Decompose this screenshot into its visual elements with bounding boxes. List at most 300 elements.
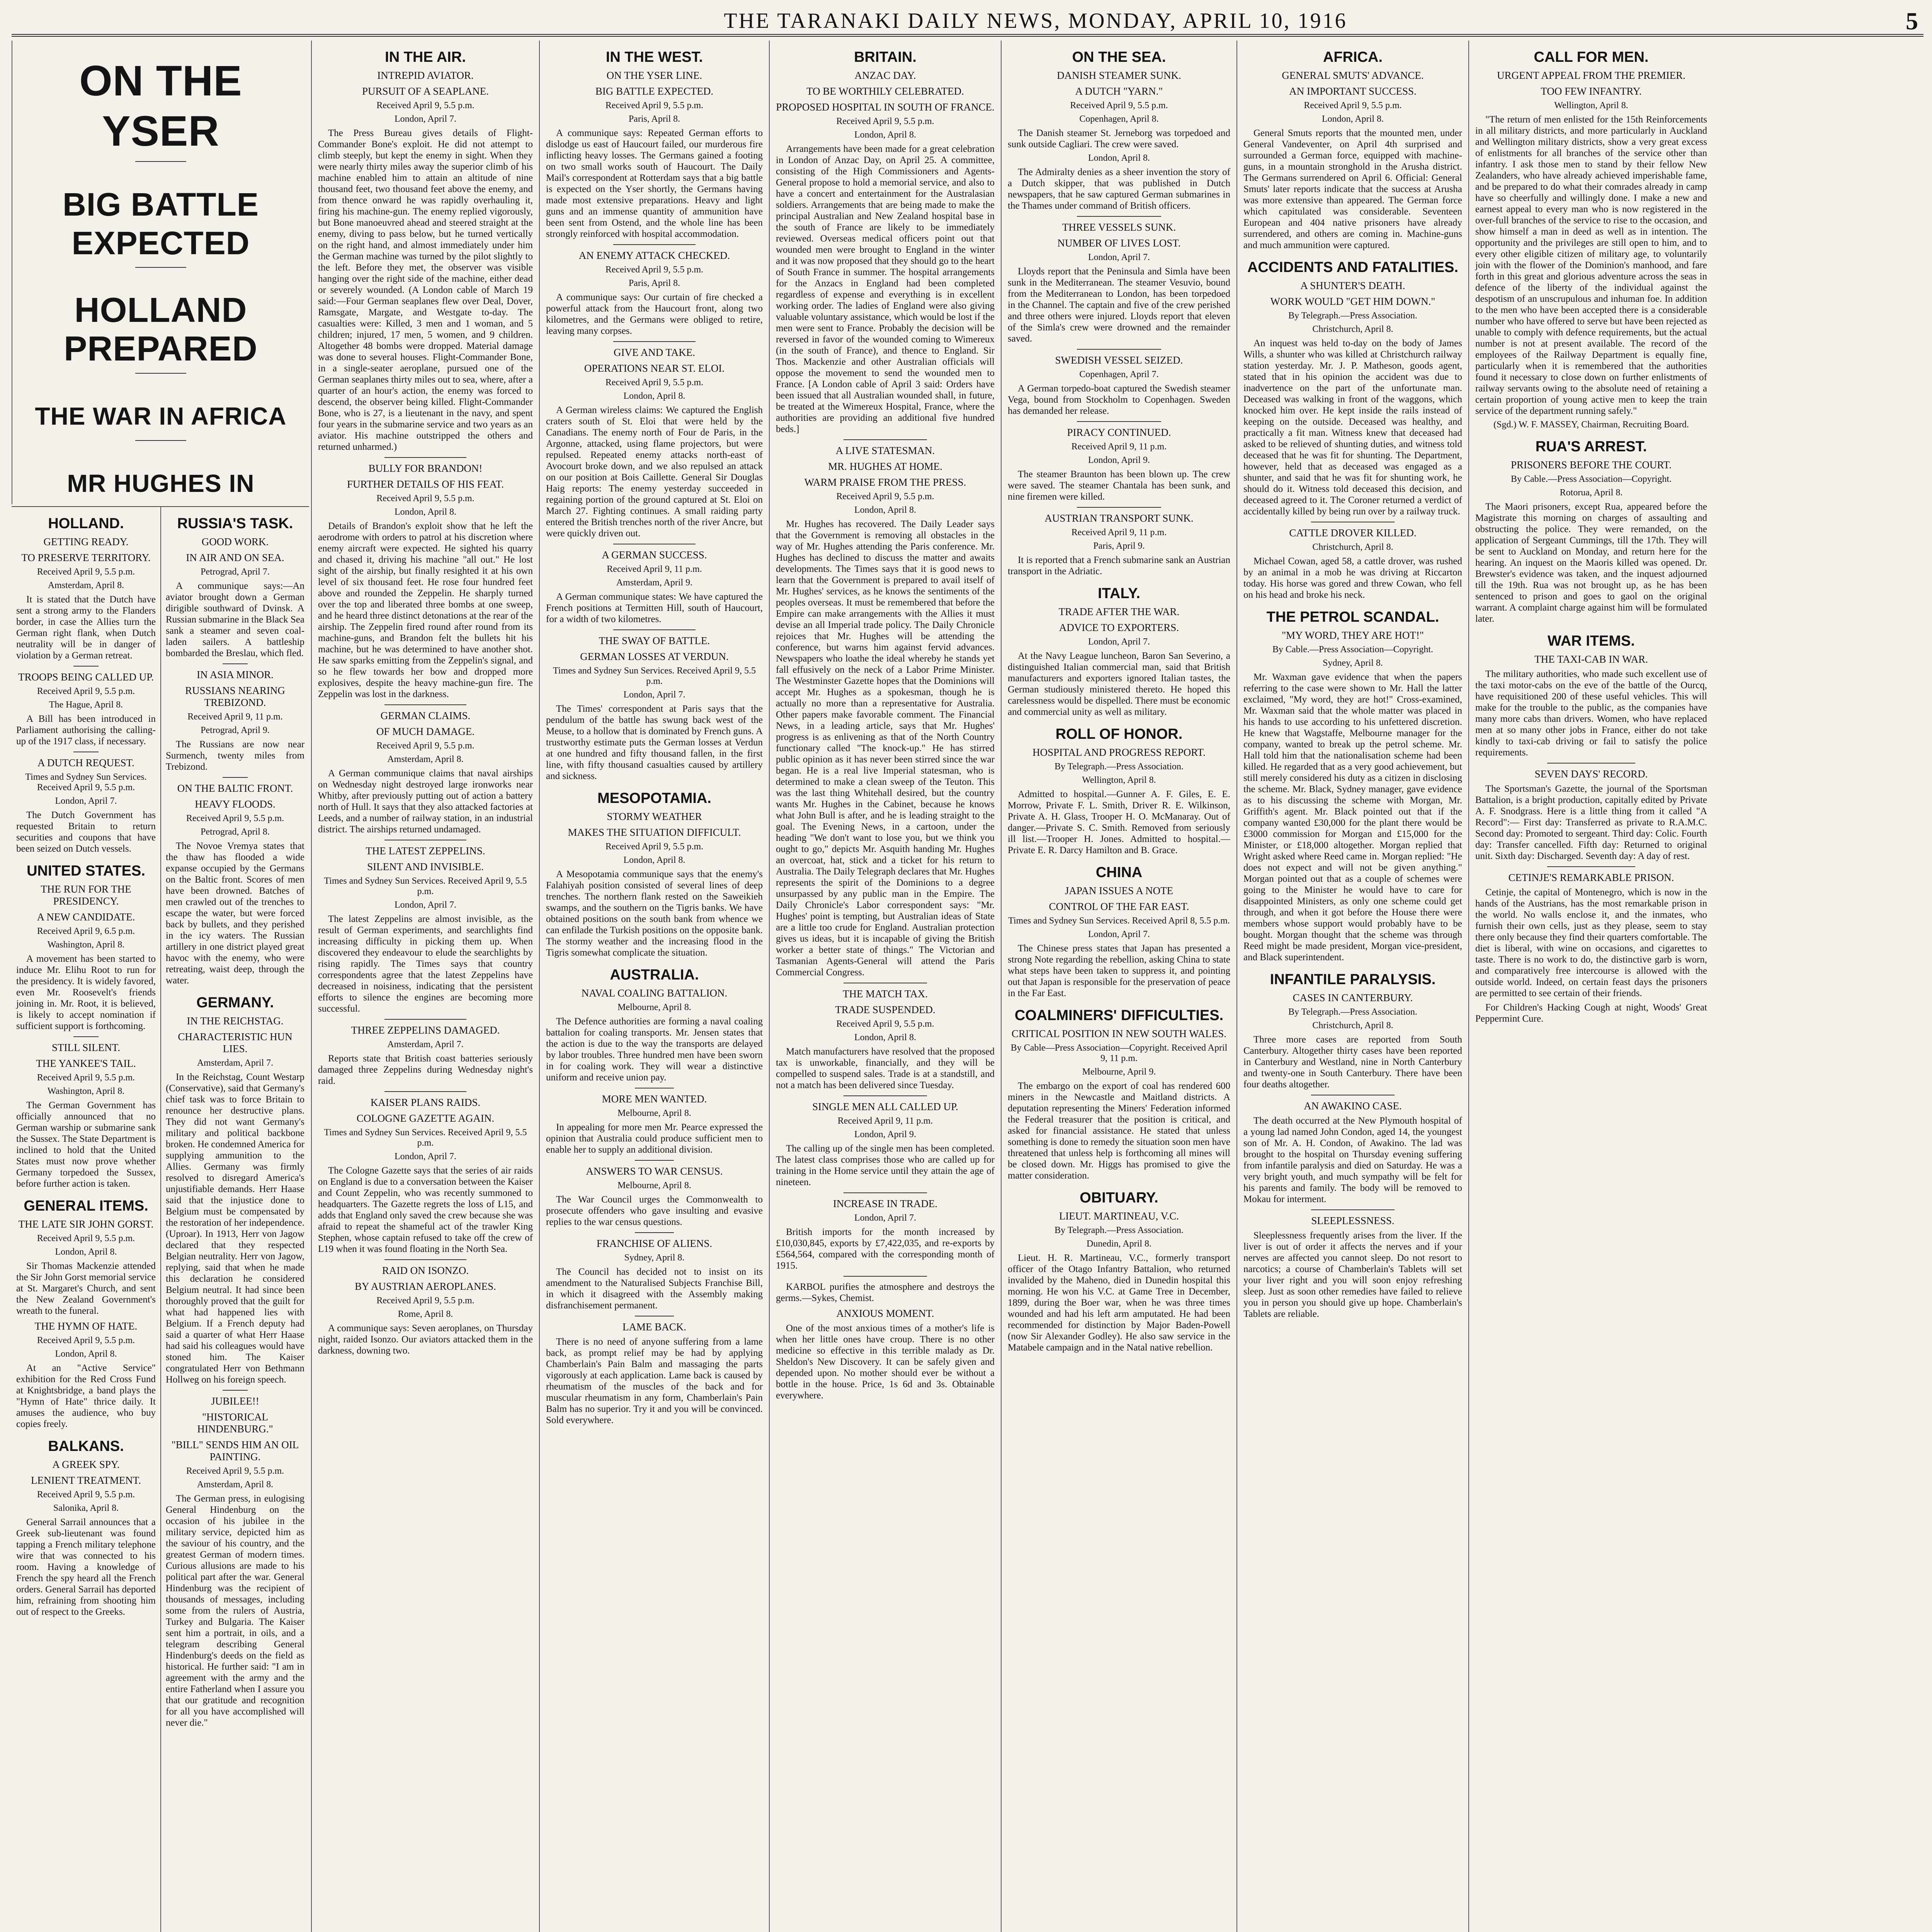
dateline: Paris, April 8. — [628, 278, 680, 288]
article — [166, 1395, 304, 1728]
signature-line: (Sgd.) W. F. MASSEY, Chairman, Recruiting Board. — [1493, 420, 1689, 430]
article-body: A communique says: Repeated German efforts to dislodge us east of Haucourt failed, our murderous fire inflicting heavy losses. The Germans gained a footing on two small works south of Haucourt. The Daily Mail's correspondent at Rotterdam says that a big battle is expected on the Yser shortly, the Germans having made most extensive preparations. Heavy and light guns and an immense quantity of ammunition have been sent from Ostend, and the whole line has been strongly reinforced with hospital accommodation. — [546, 128, 763, 239]
article — [776, 988, 995, 1091]
article-body: The Cologne Gazette says that the series of air raids on England is due to a conversation between the Kaiser and Count Zeppelin, who was recently summoned to headquarters. The Gazette regrets the loss of L15, and adds that England only saved the crew because she was afraid to repeat the shameful act of the trawler King Stephen, whose captain refused to take off the crew of L19 when it was found floating in the North Sea. — [318, 1165, 533, 1254]
article-subhead: MR. HUGHES AT HOME. — [828, 461, 942, 472]
article — [546, 1238, 763, 1311]
section-heading: CALL FOR MEN. — [1534, 49, 1649, 65]
dateline: Paris, April 9. — [1093, 541, 1145, 551]
article-subhead: PRISONERS BEFORE THE COURT. — [1511, 459, 1672, 471]
article — [546, 811, 763, 958]
article-body: The Danish steamer St. Jerneborg was torpedoed and sunk outside Cagliari. The crew were saved. — [1008, 128, 1230, 150]
article-body: The Chinese press states that Japan has presented a strong Note regarding the rebellion, asking China to state what steps have been taken to suppress it, and pointing out that Japan is responsible for the preservation of peace in the Far East. — [1008, 943, 1230, 998]
article-body: Lloyds report that the Peninsula and Simla have been sunk in the Mediterranean. The steamer Vesuvio, bound from the Mediterranean to London, has been torpedoed in the Channel. The captain and five of the crew perished and three others were injured. Lloyds report that eleven of the Simla's crew were drowned and the remainder saved. — [1008, 266, 1230, 344]
article — [16, 1042, 156, 1189]
section-heading: BRITAIN. — [854, 49, 917, 65]
article-subhead: GOOD WORK. — [201, 536, 269, 548]
section-heading: COALMINERS' DIFFICULTIES. — [1014, 1007, 1224, 1024]
received-line: Received April 9, 11 p.m. — [837, 1116, 933, 1126]
article-body: For Children's Hacking Cough at night, Woods' Great Peppermint Cure. — [1475, 1002, 1707, 1024]
article-subhead: TO PRESERVE TERRITORY. — [21, 552, 151, 563]
article-subhead: AUSTRIAN TRANSPORT SUNK. — [1044, 512, 1194, 524]
divider — [223, 1390, 248, 1391]
article-body: Mr. Hughes has recovered. The Daily Leader says that the Government is removing all obstacles in the way of Mr. Hughes attending the Paris conference. Mr. Hughes has declined to discuss the matter and awaits developments. The Times says that it is good news to learn that the Government is prepared to avail itself of Mr. Hughes' services, as he knows the sentiments of the peoples overseas. It must be remembered that before the Empire can make arrangements with the Allies it must devise an all Imperial trade policy. The Daily Chronicle rejoices that Mr. Hughes will be attending the conference, but warns him against fervid advances. Newspapers who loathe the ideal whereby he stands yet fall effusively on the neck of a Labor Prime Minister. The Westminster Gazette hopes that the Dominions will accept Mr. Hughes as a spokesman, though he is actually no more than a representative for Australia. Other papers make favorable comment. The Financial News, in a leading article, says that Mr. Hughes' progress is as enlivening as that of the North Country functionary called "The knock-up." He has stirred public opinion as it has never been stirred since the war began. He is a real live Imperial statesman, who is determined to make a clean sweep of the Teuton. This was the last thing Whitehall desired, but the country wants Mr. Hughes in the Cabinet, because he knows what John Bull is after, and he is leading straight to the goal. The Evening News, in a cartoon, under the heading "We don't want to lose you, but we think you ought to go," depicts Mr. Asquith handing Mr. Hughes an overcoat, hat, stick and a ticket for his return to Australia. The Daily Telegraph declares that Mr. Hughes represents the spirit of the Dominions to a degree unsurpassed by any public man in the Empire. The Daily Chronicle's Labor correspondent says: "Mr. Hughes' point is tempting, but Australian ideas of State are a little too crude for England. Australian protection gives us ideas, but it is incapable of giving the British worker a better state of things." The Victorian and Tasmanian Agents-General will attend the Paris Commercial Congress. — [776, 519, 995, 978]
article — [1243, 992, 1462, 1090]
article-body: There is no need of anyone suffering from a lame back, as prompt relief may be had by applying Chamberlain's Pain Balm and massaging the parts vigorously at each application. Lame back is caused by rheumatism of the muscles of the back and for muscular rheumatism in any form, Chamberlain's Pain Balm has no superior. Try it and you will be convinced. Sold everywhere. — [546, 1337, 763, 1425]
divider — [223, 777, 248, 778]
article-body: The German press, in eulogising General Hindenburg on the occasion of his jubilee in the military service, depicted him as the saviour of his country, and the greatest German of modern times. Curious allusions are made to his political part after the war. General Hindenburg was the recipient of thousands of messages, including some from the rulers of Austria, Turkey and Bulgaria. The Kaiser sent him a portrait, in oils, and a telegram describing General Hindenburg's deeds on the field as historical. He further said: "I am in agreement with the army and the entire Fatherland when I assure you that our gratitude and recognition for all you have accomplished will never die." — [166, 1493, 304, 1728]
section-heading: GENERAL ITEMS. — [24, 1198, 148, 1214]
article-body: A German torpedo-boat captured the Swedish steamer Vega, bound from Stockholm to Copenhagen. Sweden has demanded her release. — [1008, 383, 1230, 416]
section-heading: OBITUARY. — [1080, 1190, 1158, 1206]
section-heading: AUSTRALIA. — [610, 967, 699, 983]
section-heading: RUSSIA'S TASK. — [177, 515, 293, 532]
article — [776, 70, 995, 435]
article — [1008, 153, 1230, 211]
received-line: Received April 9, 5.5 p.m. — [605, 265, 704, 275]
article — [1008, 747, 1230, 856]
article — [546, 1321, 763, 1426]
divider — [73, 1036, 99, 1037]
masthead — [12, 7, 1923, 37]
article-body: The death occurred at the New Plymouth hospital of a young lad named John Condon, aged 14, the youngest son of Mr. A. H. Condon, of Awakino. The lad was brought to the hospital on Thursday evening suffering from infantile paralysis and died on Saturday. He was a very bright youth, and much sympathy will be felt for his parents and family. The body will be removed to Mokau for interment. — [1243, 1116, 1462, 1204]
received-line: Received April 9, 6.5 p.m. — [37, 926, 135, 936]
article-subhead: COLOGNE GAZETTE AGAIN. — [356, 1112, 495, 1124]
article — [318, 1024, 533, 1087]
article — [16, 1320, 156, 1430]
article-subhead: TOO FEW INFANTRY. — [1541, 85, 1642, 97]
article-body: At the Navy League luncheon, Baron San Severino, a distinguished Italian commercial man, said that British manufacturers and exporters ignored Italian tastes, the German studiously ministered thereto. He hoped this carelessness would be dispelled. There must be economic and commercial unity as well as military. — [1008, 651, 1230, 717]
article-body: Mr. Waxman gave evidence that when the papers referring to the case were shown to Mr. Hall the latter exclaimed, "My word, they are hot!" Cross-examined, Mr. Waxman said that the whole matter was placed in his hands to use according to his unfettered discretion. He knew that Wagstaffe, Melbourne manager for the company, wanted to break up the petrol scheme. Mr. Hall told him that the nationalisation scheme had been killed. He regarded that as a very good achievement, but still merely considered his duty as a citizen in disclosing the scheme. Mr. Black, Sydney manager, gave evidence as to his discussing the scheme with Morgan, Mr. Griffith's agent. Mr. Black pointed out that if the company wanted £30,000 for the plant there would be £3000 commission for Morgan and £15,000 for the Minister, or £18,000 altogether. Morgan replied that Wright asked where Reed came in. Morgan replied: "He does not expect and will not be given anything." Morgan pointed out that as a couple of schemes were going to the Minister he would have to care for disappointed Ministers, as only one scheme could get through, and when it got before the House there were members whose support would probably have to be bought. Morgan thought that the scheme was through Reed might be made president, Morgan vice-president, and Black superintendent. — [1243, 672, 1462, 963]
article-body: A Mesopotamia communique says that the enemy's Falahiyah position consisted of several lines of deep trenches. The northern flank rested on the Saweikieh swamps, and the southern on the Tigris banks. We have obtained positions on the south bank from whence we can enfilade the Turkish positions on the opposite bank. The stormy weather and the increasing flood in the Tigris somewhat complicate the situation. — [546, 869, 763, 958]
article-subhead: ON THE BALTIC FRONT. — [177, 782, 293, 794]
article-subhead: STILL SILENT. — [52, 1042, 120, 1053]
article-body: Admitted to hospital.—Gunner A. F. Giles, E. E. Morrow, Private F. L. Smith, Driver R. E. Wilkinson, Private A. H. Glass, Trooper H. O. McManaray. Out of danger.—Private S. C. Smith. Removed from seriously ill list.—Trooper H. Jones. Admitted to hospital.—Private E. R. Darcy Hamilton and B. Grace. — [1008, 789, 1230, 855]
section-heading: WAR ITEMS. — [1548, 633, 1635, 649]
article-body: Three more cases are reported from South Canterbury. Altogether thirty cases have been reported in Canterbury and Westland, nine in North Canterbury and twenty-one in South Canterbury. There have been four deaths altogether. — [1243, 1034, 1462, 1090]
article-body: Sleeplessness frequently arises from the liver. If the liver is out of order it affects the nerves and if your nerves are affected you cannot sleep. Do not resort to narcotics; a course of Chamberlain's Tablets will set your liver right and you will soon enjoy refreshing sleep. Just as soon other remedies have failed to relieve you in person you should give up hope. Chamberlain's Tablets are reliable. — [1243, 1230, 1462, 1319]
dateline: Sydney, April 8. — [1323, 658, 1383, 668]
received-line: Received April 9, 5.5 p.m. — [37, 567, 135, 577]
article-subhead: BIG BATTLE EXPECTED. — [595, 85, 714, 97]
column-russia — [160, 506, 309, 1932]
article-subhead: THE HYMN OF HATE. — [34, 1320, 138, 1332]
article-subhead: ANSWERS TO WAR CENSUS. — [586, 1165, 723, 1177]
article — [16, 883, 156, 1032]
dateline: Wellington, April 8. — [1554, 100, 1628, 111]
article-subhead: THE TAXI-CAB IN WAR. — [1534, 653, 1648, 665]
article-subhead: A SHUNTER'S DEATH. — [1300, 280, 1405, 291]
article-subhead: HEAVY FLOODS. — [195, 798, 276, 810]
section-heading: BALKANS. — [48, 1438, 124, 1454]
dateline: Melbourne, April 8. — [617, 1108, 691, 1118]
page-number: 5 — [1906, 7, 1920, 35]
received-line: Received April 9, 5.5 p.m. — [37, 1073, 135, 1083]
dateline: Amsterdam, April 9. — [616, 578, 693, 588]
article-subhead: GIVE AND TAKE. — [613, 347, 696, 358]
dateline: London, April 7. — [395, 114, 456, 124]
article-body: The Admiralty denies as a sheer invention the story of a Dutch skipper, that was published in Dutch newspapers, that he saw captured German submarines in the Thames under command of British officers. — [1008, 167, 1230, 211]
article-body: The Dutch Government has requested Britain to return securities and coupons that have been seized on Dutch vessels. — [16, 810, 156, 854]
article-subhead: AN ENEMY ATTACK CHECKED. — [578, 250, 730, 261]
article — [166, 782, 304, 986]
received-line: Received April 9, 11 p.m. — [607, 564, 702, 574]
divider — [844, 1095, 927, 1096]
section-heading: RUA'S ARREST. — [1535, 439, 1647, 455]
article — [776, 1281, 995, 1304]
article-subhead: THE LATE SIR JOHN GORST. — [18, 1218, 154, 1230]
article — [546, 250, 763, 337]
article-subhead: "MY WORD, THEY ARE HOT!" — [1282, 629, 1424, 641]
article — [546, 635, 763, 782]
article-subhead: CRITICAL POSITION IN NEW SOUTH WALES. — [1012, 1028, 1226, 1039]
article-subhead: URGENT APPEAL FROM THE PREMIER. — [1497, 70, 1685, 81]
dateline: London, April 8. — [623, 855, 685, 865]
dateline: Petrograd, April 8. — [201, 827, 270, 837]
article-body: A movement has been started to induce Mr. Elihu Root to run for the presidency. It is widely favored, even Mr. Roosevelt's friends joining in. Mr. Root, it is believed, is likely to accept nomination if sufficient support is forthcoming. — [16, 954, 156, 1031]
article-body: The Sportsman's Gazette, the journal of the Sportsman Battalion, is a bright production, capitally edited by Private A. F. Snodgrass. Here is a little thing from it called "A Record":— First day: Transferred as private to R.A.M.C. Second day: Promoted to sergeant. Third day: Colic. Fourth day: Transfer cancelled. Fifth day: Returned to original unit. Sixth day: Discharged. Seventh day: A day of rest. — [1475, 784, 1707, 861]
article-subhead: THREE ZEPPELINS DAMAGED. — [351, 1024, 500, 1036]
section-heading: INFANTILE PARALYSIS. — [1270, 971, 1436, 988]
divider — [384, 1091, 466, 1092]
article — [1008, 354, 1230, 417]
article — [1475, 459, 1707, 624]
divider — [135, 267, 186, 268]
dateline: London, April 9. — [1088, 455, 1150, 465]
dateline: Amsterdam, April 7. — [387, 1039, 464, 1049]
article — [1008, 427, 1230, 502]
divider — [1311, 1209, 1394, 1210]
received-line: By Cable.—Press Association—Copyright. — [1272, 645, 1433, 655]
received-line: Received April 9, 11 p.m. — [1071, 527, 1167, 537]
article-subhead: BULLY FOR BRANDON! — [368, 463, 483, 474]
article-subhead: GERMAN LOSSES AT VERDUN. — [580, 651, 729, 662]
article — [318, 710, 533, 835]
received-line: Received April 9, 5.5 p.m. — [376, 741, 474, 751]
received-line: By Telegraph.—Press Association. — [1288, 1007, 1417, 1017]
dateline: Salonika, April 8. — [53, 1503, 119, 1513]
dateline: London, April 7. — [1088, 929, 1150, 939]
received-line: Received April 9, 5.5 p.m. — [186, 813, 284, 823]
article-body: The Press Bureau gives details of Flight-Commander Bone's exploit. He did not attempt to climb steeply, but kept the enemy in sight. When they were nearly thirty miles away the superior climb of his machine enabled him to attain an altitude of nine thousand feet, two thousand feet above the enemy, and from thence onward he was rapidly overhauling it, firing his machine-gun. The enemy replied vigorously, but Bone manoeuvred ahead and steered straight at the enemy, diving to pass below, but he turned vertically on the right hand, and almost immediately under him the German machine was turned by the pilot slightly to the left. Before they met, the observer was visible hanging over the right side of the machine, either dead or severely wounded. (A London cable of March 19 said:—Four German seaplanes flew over Deal, Dover, Ramsgate, Margate, and Westgate to-day. The casualties were: Killed, 3 men and 1 woman, and 5 children; injured, 17 men, 5 women, and 9 children. Altogether 48 bombs were dropped. Material damage was done to several houses. Flight-Commander Bone, in a single-seater aeroplane, pursued one of the German seaplanes thirty miles out to sea, where, after a quarter of an hour's action, the enemy was forced to descend, the observer being killed. Flight-Commander Bone, who is 27, is a lieutenant in the navy, and spent four years in the submarine service and two years as an aviator. His machine outstripped the others and returned unharmed.) — [318, 128, 533, 452]
article — [1008, 885, 1230, 999]
dateline: London, April 7. — [395, 900, 456, 910]
dateline: Christchurch, April 8. — [1312, 542, 1393, 552]
article-body: A communique says: Our curtain of fire checked a powerful attack from the Haucourt front, along two kilometres, and the Germans were obliged to retire, leaving many corpses. — [546, 292, 763, 336]
received-line: By Telegraph.—Press Association. — [1288, 311, 1417, 321]
article-subhead: RUSSIANS NEARING TREBIZOND. — [185, 685, 285, 708]
section-heading: THE PETROL SCANDAL. — [1266, 609, 1439, 625]
dateline: Amsterdam, April 8. — [387, 754, 464, 764]
dateline: Petrograd, April 9. — [201, 725, 270, 735]
article-subhead: WARM PRAISE FROM THE PRESS. — [804, 476, 966, 488]
article-body: Arrangements have been made for a great celebration in London of Anzac Day, on April 25. A committee, consisting of the High Commissioners and Agents-General propose to hold a memorial service, and also to have a concert and entertainment for the Australasian soldiers. Arrangements that are being made to make the principal Australian and New Zealand hospital base in the south of France are likely to be immediately reviewed. Overseas medical officers point out that wounded men were brought to England in the winter and it was now proposed that they should go to the heart of South France in summer. The hospital arrangements for the Anzacs in England had been completed regardless of expense and everything is in excellent working order. The ladies of England were also giving valuable voluntary assistance, which would be lost if the men were sent to France. Probably the decision will be reversed in favor of the wounded coming to Wimereux (in the south of France), and thence to England. Sir Thos. Mackenzie and other Australian officials will oppose the movement to send the wounded men to France. [A London cable of April 3 said: Orders have been issued that all Australian wounded shall, in future, be treated at the Wimereux Hospital, France, where the authorities are providing an additional five hundred beds.] — [776, 144, 995, 434]
article-subhead: GETTING READY. — [43, 536, 129, 548]
article — [1475, 768, 1707, 862]
dateline: Melbourne, April 8. — [617, 1180, 691, 1190]
article — [166, 1015, 304, 1385]
article-subhead: LENIENT TREATMENT. — [31, 1475, 141, 1486]
received-line: Received April 9, 11 p.m. — [1071, 442, 1167, 452]
divider — [635, 1232, 674, 1233]
section-heading: ACCIDENTS AND FATALITIES. — [1247, 259, 1459, 276]
dateline: Amsterdam, April 7. — [197, 1058, 274, 1068]
article-subhead: DANISH STEAMER SUNK. — [1057, 70, 1181, 81]
article-subhead: KAISER PLANS RAIDS. — [370, 1097, 481, 1108]
article-subhead: TROOPS BEING CALLED UP. — [18, 671, 154, 683]
received-line: Times and Sydney Sun Services. Received April 9, 5.5 p.m. — [25, 772, 147, 793]
dateline: London, April 8. — [623, 391, 685, 401]
article — [16, 1218, 156, 1316]
section-heading: CHINA — [1095, 864, 1143, 881]
dateline: Christchurch, April 8. — [1312, 1020, 1393, 1031]
article-subhead: IN THE REICHSTAG. — [187, 1015, 284, 1027]
article — [546, 549, 763, 625]
article — [318, 845, 533, 1014]
article — [546, 347, 763, 539]
banner-headline-4: THE WAR IN AFRICA — [35, 402, 287, 430]
received-line: Received April 9, 5.5 p.m. — [376, 100, 474, 111]
dateline: Rotorua, April 8. — [1560, 488, 1623, 498]
article — [318, 70, 533, 452]
received-line: Times and Sydney Sun Services. Received April 8, 5.5 p.m. — [1008, 916, 1230, 926]
article-subhead: SLEEPLESSNESS. — [1311, 1215, 1395, 1226]
divider — [613, 629, 696, 630]
divider — [844, 439, 927, 440]
article-subhead: ON THE YSER LINE. — [606, 70, 702, 81]
article-body: The Council has decided not to insist on its amendment to the Naturalised Subjects Franchise Bill, in which it disagreed with the Assembly making disfranchisement permanent. — [546, 1267, 763, 1311]
article — [16, 671, 156, 747]
dateline: London, April 8. — [1088, 153, 1150, 163]
divider — [384, 704, 466, 705]
article — [1243, 629, 1462, 963]
article-subhead: A DUTCH REQUEST. — [37, 757, 134, 769]
article — [546, 1093, 763, 1155]
column-call-for-men — [1468, 41, 1923, 1932]
divider — [844, 1192, 927, 1193]
article — [1008, 221, 1230, 344]
article-subhead: FRANCHISE OF ALIENS. — [596, 1238, 713, 1249]
article — [166, 669, 304, 772]
article — [318, 463, 533, 700]
article-body: "The return of men enlisted for the 15th Reinforcements in all military districts, and more particularly in Auckland and Wellington military districts, show a very great excess of enlistments for all branches of the service other than infantry. I ask those men to stand by their fellow New Zealanders, who have already achieved imperishable fame, and be prepared to do what their comrades already in camp have so cheerfully and willingly done. I make a new and earnest appeal to every man who is now registered in the over-full branches of the service to rise to the occasion, and show himself a man in deed as well as in intention. The opportunity and the privileges are still open to him, and to every other eligible citizen of military age, to voluntarily join with the flower of the Dominion's manhood, and fare forth in this great and glorious adventure across the seas in defence of the liberty of the individual against the despotism of an unscrupulous and inhuman foe. In addition to the men who have been accepted there is a considerable number who have offered to serve but have been rejected as unable to comply with defence requirements, but the actual number is not at present available. The record of the employees of the Railway Department is equally fine, particularly when it is remembered that the authorities found it necessary to close down on further enlistments of railway servants owing to the absolute need of retaining a certain proportion of young active men to keep the train service of the department running safely." — [1475, 114, 1707, 416]
divider — [1077, 216, 1162, 217]
divider — [844, 1276, 927, 1277]
received-line: Times and Sydney Sun Services. Received April 9, 5.5 p.m. — [324, 1128, 527, 1148]
article-subhead: TO BE WORTHILY CELEBRATED. — [806, 85, 964, 97]
article-subhead: GENERAL SMUTS' ADVANCE. — [1282, 70, 1424, 81]
article-subhead: A GREEK SPY. — [52, 1459, 120, 1470]
dateline: London, April 8. — [395, 507, 456, 517]
article-subhead: IN AIR AND ON SEA. — [186, 552, 284, 563]
article-subhead: STORMY WEATHER — [607, 811, 702, 822]
article-body: The calling up of the single men has been completed. The latest class comprises those who are called up for training in the Home service until they attain the age of nineteen. — [776, 1143, 995, 1187]
article-subhead: SINGLE MEN ALL CALLED UP. — [812, 1101, 958, 1112]
received-line: Times and Sydney Sun Services. Received April 9, 5.5 p.m. — [553, 666, 756, 686]
article — [776, 1101, 995, 1188]
dateline: London, April 8. — [854, 505, 916, 515]
dateline: London, April 7. — [395, 1151, 456, 1162]
article — [16, 536, 156, 661]
received-line: Received April 9, 5.5 p.m. — [37, 1335, 135, 1345]
article-subhead: OF MUCH DAMAGE. — [376, 726, 475, 737]
article-subhead: TRADE AFTER THE WAR. — [1058, 606, 1180, 617]
divider — [613, 341, 696, 342]
article-subhead: LAME BACK. — [622, 1321, 686, 1333]
article-body: The German Government has officially announced that no German warship or submarine sank the Sussex. The State Department is inclined to hold that the United States must now prove whether Germany torpedoed the Sussex, before further action is taken. — [16, 1100, 156, 1189]
article — [16, 757, 156, 854]
received-line: Received April 9, 5.5 p.m. — [836, 492, 934, 502]
received-line: By Telegraph.—Press Association. — [1054, 1225, 1184, 1235]
article-body: It is reported that a French submarine sank an Austrian transport in the Adriatic. — [1008, 555, 1230, 577]
article-subhead: AN IMPORTANT SUCCESS. — [1289, 85, 1417, 97]
article-subhead: INTREPID AVIATOR. — [377, 70, 474, 81]
divider — [613, 244, 696, 245]
divider — [223, 663, 248, 664]
article — [1008, 512, 1230, 577]
article-subhead: CETINJE'S REMARKABLE PRISON. — [1508, 872, 1674, 883]
dateline: Copenhagen, April 7. — [1079, 369, 1159, 379]
banner-headline-2: BIG BATTLE EXPECTED — [63, 186, 259, 261]
article-body: The Maori prisoners, except Rua, appeared before the Magistrate this morning on charges of assaulting and obstructing the police. They were remanded, on the application of Sergeant Cummings, till the 17th. They will be sent to Auckland on Monday, and return here for the hearing. An inquest on the Maoris killed was opened. Dr. Brewster's evidence was taken, and the inquest adjourned till the 19th. Rua was not brought up, as he has been sentenced to prison and goes to gaol on the original warrant. A complaint charge against him will be formulated later. — [1475, 502, 1707, 624]
column-on-the-sea — [1001, 41, 1236, 1932]
article-subhead: CASES IN CANTERBURY. — [1293, 992, 1413, 1003]
article-subhead: SILENT AND INVISIBLE. — [367, 861, 484, 872]
article — [1243, 1215, 1462, 1320]
article-body: It is stated that the Dutch have sent a strong army to the Flanders border, in case the Allies turn the German right flank, when Dutch neutrality will be in danger of violation by a German retreat. — [16, 594, 156, 661]
article-body: At an "Active Service" exhibition for the Red Cross Fund at Knightsbridge, a band plays the "Hymn of Hate" thrice daily. It amuses the audience, who buy copies freely. — [16, 1363, 156, 1429]
dateline: London, April 7. — [1088, 637, 1150, 647]
divider — [384, 1259, 466, 1260]
section-heading: IN THE AIR. — [385, 49, 466, 65]
column-in-the-air — [311, 41, 539, 1932]
section-heading: MESOPOTAMIA. — [597, 790, 711, 806]
article-body: A German communique states: We have captured the French positions at Termitten Hill, south of Haucourt, for a width of two kilometres. — [546, 592, 763, 624]
article-subhead: HOSPITAL AND PROGRESS REPORT. — [1032, 747, 1206, 758]
article-body: The War Council urges the Commonwealth to prosecute offenders who gave insulting and evasive replies to the war census questions. — [546, 1194, 763, 1227]
article-body: Reports state that British coast batteries seriously damaged three Zeppelins during Wednesday night's raid. — [318, 1053, 533, 1086]
divider — [384, 1019, 466, 1020]
article-subhead: SEVEN DAYS' RECORD. — [1534, 768, 1648, 780]
article-subhead: MORE MEN WANTED. — [602, 1093, 707, 1105]
received-line: Received April 9, 5.5 p.m. — [1070, 100, 1168, 111]
article-body: An inquest was held to-day on the body of James Wills, a shunter who was killed at Christchurch railway station yesterday. Mr. J. P. Matheson, goods agent, stated that in his opinion the accident was due to inadvertence on the part of the unfortunate man. Deceased was walking in front of the waggons, which knocked him over. He kept inside the rails instead of keeping on the outside. Deceased was healthy, and practically a fit man. Witness knew that deceased had asked to be relieved of shunting duties, and witness told deceased that he was fit for shunting. The Department, however, held that as deceased was engaged as a shunter, and said that he was fit for shunting work, he should do it. Witness told deceased this decision, and deceased agreed to it. The Coroner returned a verdict of accidentally killed by being run over by a railway truck. — [1243, 338, 1462, 517]
article-body: The Russians are now near Surmench, twenty miles from Trebizond. — [166, 739, 304, 772]
dateline: London, April 7. — [854, 1213, 916, 1223]
article-subhead: THREE VESSELS SUNK. — [1062, 221, 1176, 233]
column-in-the-west — [539, 41, 769, 1932]
article-subhead: JAPAN ISSUES A NOTE — [1065, 885, 1173, 896]
article — [1475, 1002, 1707, 1024]
dateline: London, April 8. — [854, 130, 916, 140]
article-subhead: THE SWAY OF BATTLE. — [599, 635, 710, 646]
article-subhead: NAVAL COALING BATTALION. — [581, 987, 728, 999]
column-inner — [1475, 49, 1707, 1024]
article-body: KARBOL purifies the atmosphere and destroys the germs.—Sykes, Chemist. — [776, 1282, 995, 1303]
divider — [635, 1160, 674, 1161]
article-subhead: CONTROL OF THE FAR EAST. — [1049, 901, 1189, 912]
dateline: Copenhagen, April 8. — [1079, 114, 1159, 124]
article-subhead: THE RUN FOR THE PRESIDENCY. — [41, 883, 131, 907]
dateline: Paris, April 8. — [628, 114, 680, 124]
dateline: Melbourne, April 9. — [1082, 1067, 1156, 1077]
received-line: Received April 9, 5.5 p.m. — [836, 116, 934, 126]
section-heading: IN THE WEST. — [605, 49, 703, 65]
received-line: Received April 9, 5.5 p.m. — [37, 1233, 135, 1243]
article-body: A communique says: Seven aeroplanes, on Thursday night, raided Isonzo. Our aviators attacked them in the darkness, downing two. — [318, 1323, 533, 1356]
article-body: Lieut. H. R. Martineau, V.C., formerly transport officer of the Otago Infantry Battalion, who returned invalided by the Maheno, died in Dunedin hospital this morning. He won his V.C. at Game Tree in December, 1899, during the Boer war, when he was three times wounded and had his left arm amputated. He had been recommended for distinction by Major Baden-Powell (now Sir Alexander Godley). He also saw service in the Matabele campaign and in the Natal native rebellion. — [1008, 1253, 1230, 1353]
article-body: Sir Thomas Mackenzie attended the Sir John Gorst memorial service at St. Margaret's Church, and sent the New Zealand Government's wreath to the funeral. — [16, 1261, 156, 1316]
article — [318, 1265, 533, 1356]
article-body: One of the most anxious times of a mother's life is when her little ones have croup. There is no other medicine so effective in this terrible malady as Dr. Sheldon's New Discovery. It can be safely given and depended upon. No mother should ever be without a bottle in the house. Price, 1s 6d and 3s. Obtainable everywhere. — [776, 1323, 995, 1401]
article-body: The military authorities, who made such excellent use of the taxi motor-cabs on the eve of the battle of the Ourcq, have requisitioned 200 of these useful vehicles. This will make for the trouble to the public, as the companies have many more cabs than drivers. Women, who have replaced men at so many other jobs in France, either do not take kindly to taxi-cab driving or fail to satisfy the police requirements. — [1475, 669, 1707, 758]
article-body: A Bill has been introduced in Parliament authorising the calling-up of the 1917 class, if necessary. — [16, 714, 156, 747]
article — [776, 1308, 995, 1401]
column-britain — [769, 41, 1001, 1932]
received-line: Received April 9, 5.5 p.m. — [836, 1019, 934, 1029]
received-line: Received April 9, 11 p.m. — [187, 712, 283, 722]
section-heading: AFRICA. — [1323, 49, 1383, 65]
article-body: British imports for the month increased by £10,030,845, exports by £7,422,035, and re-exports by £564,564, compared with the corresponding month of 1915. — [776, 1227, 995, 1271]
article-subhead: THE LATEST ZEPPELINS. — [366, 845, 485, 857]
received-line: By Cable—Press Association—Copyright. Received April 9, 11 p.m. — [1010, 1043, 1228, 1063]
received-line: By Cable.—Press Association—Copyright. — [1511, 474, 1672, 484]
received-line: Received April 9, 5.5 p.m. — [376, 1296, 474, 1306]
article — [1243, 527, 1462, 600]
dateline: London, April 7. — [623, 690, 685, 700]
article-body: The embargo on the export of coal has rendered 600 miners in the Newcastle and Maitland districts. A deputation representing the Miners' Federation informed the Federal treasurer that the position is critical, and asked for financial assistance. He stated that unless something is done to remedy the situation soon men have threatened that unless help is forthcoming all mines will be closed down. Mr. Higgs has promised to give the matter consideration. — [1008, 1081, 1230, 1181]
divider — [135, 373, 186, 374]
received-line: Received April 9, 5.5 p.m. — [37, 1490, 135, 1500]
dateline: Melbourne, April 8. — [617, 1002, 691, 1012]
article-subhead: CHARACTERISTIC HUN LIES. — [178, 1031, 293, 1054]
article — [1008, 1028, 1230, 1181]
article-subhead: A LIVE STATESMAN. — [835, 445, 935, 456]
divider — [384, 457, 466, 458]
article-subhead: PURSUIT OF A SEAPLANE. — [362, 85, 489, 97]
received-line: By Telegraph.—Press Association. — [1054, 762, 1184, 772]
divider — [1077, 421, 1162, 422]
article-subhead: LIEUT. MARTINEAU, V.C. — [1059, 1210, 1179, 1222]
dateline: Amsterdam, April 8. — [197, 1480, 274, 1490]
article-subhead: TRADE SUSPENDED. — [835, 1004, 935, 1015]
article-subhead: PIRACY CONTINUED. — [1067, 427, 1171, 438]
received-line: Times and Sydney Sun Services. Received April 9, 5.5 p.m. — [324, 876, 527, 896]
article-body: Michael Cowan, aged 58, a cattle drover, was rushed by an animal in a mob he was driving at Riccarton today. His horse was gored and threw Cowan, who fell on his head and broke his neck. — [1243, 556, 1462, 600]
article-body: General Sarrail announces that a Greek sub-lieutenant was found tapping a French military telephone wire that was connected to his room. Having a knowledge of French the spy heard all the French orders. General Sarrail has deported him, refraining from shooting him out of respect to the Greeks. — [16, 1517, 156, 1617]
section-heading: ROLL OF HONOR. — [1055, 726, 1183, 742]
dateline: London, April 8. — [854, 1032, 916, 1043]
article — [1008, 606, 1230, 718]
divider — [1077, 349, 1162, 350]
section-heading: ITALY. — [1098, 585, 1140, 602]
article-body: The Novoe Vremya states that the thaw has flooded a wide expanse occupied by the Germans on the Baltic front. Scores of men have been drowned. Batches of men crawled out of the trenches to escape the water, but were forced back by bullets, and they perished in the icy waters. The Russian artillery in one district played great havoc with the enemy, who were retreating, waist deep, through the water. — [166, 841, 304, 986]
divider — [1547, 866, 1635, 867]
section-heading: ON THE SEA. — [1072, 49, 1166, 65]
column-africa — [1236, 41, 1468, 1932]
received-line: Received April 9, 5.5 p.m. — [605, 378, 704, 388]
article-body: The latest Zeppelins are almost invisible, as the result of German experiments, and searchlights find increasing difficulty in picking them up. When discovered they endeavour to elude the searchlights by rising rapidly. The Times says that country correspondents agree that the latest Zeppelins have decreased in noisiness, indicating that the persistent efforts to silence the engines are becoming more successful. — [318, 914, 533, 1014]
dateline: London, April 7. — [55, 796, 117, 806]
article — [16, 1459, 156, 1617]
article — [1475, 653, 1707, 758]
article-subhead: WORK WOULD "GET HIM DOWN." — [1270, 296, 1435, 307]
received-line: Received April 9, 5.5 p.m. — [37, 686, 135, 696]
dateline: London, April 8. — [55, 1247, 117, 1257]
article-subhead: PROPOSED HOSPITAL IN SOUTH OF FRANCE. — [776, 101, 995, 113]
article — [1243, 280, 1462, 517]
article-subhead: CATTLE DROVER KILLED. — [1289, 527, 1417, 539]
